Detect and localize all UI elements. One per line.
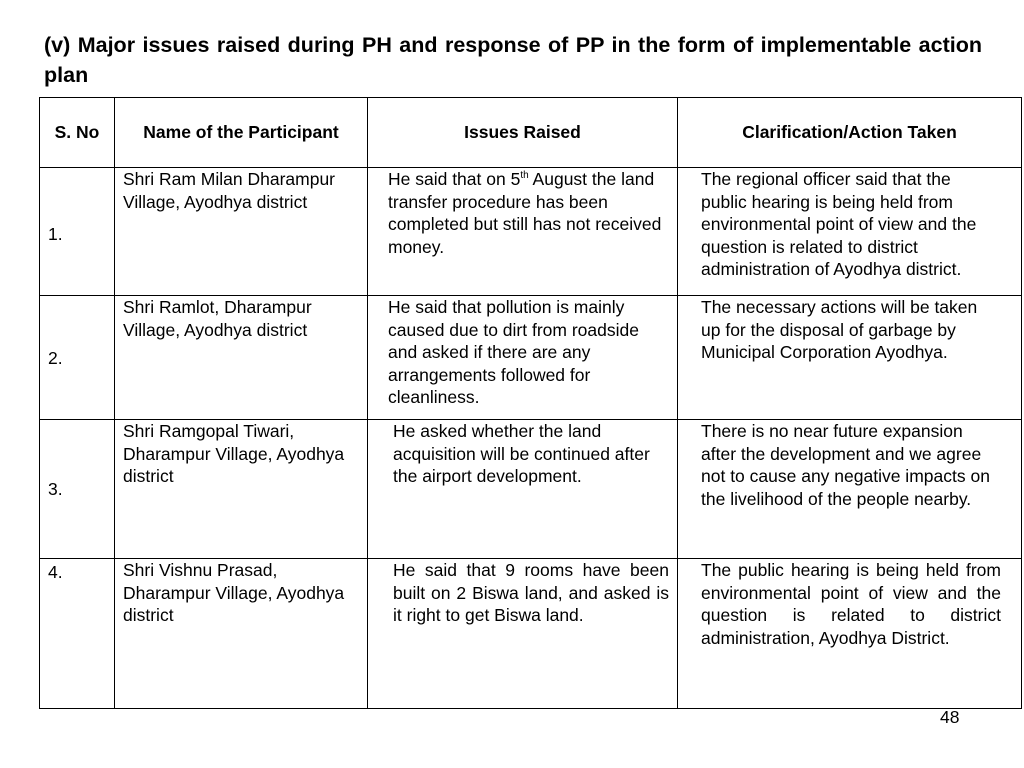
issue-text-start: He said that on 5 <box>388 169 521 189</box>
action-text: The regional officer said that the public hearing is being held from environmental point of view and the question is related to district administration of Ayodhya district. <box>701 169 977 279</box>
cell-action-taken <box>678 168 1022 296</box>
action-text: The necessary actions will be taken up for the disposal of garbage by Municipal Corporation Ayodhya. <box>701 297 978 362</box>
cell-issue-raised <box>368 168 678 296</box>
issue-text: He asked whether the land acquisition will be continued after the airport development. <box>393 421 650 486</box>
cell-action-taken <box>678 420 1022 559</box>
page-title: (v) Major issues raised during PH and response of PP in the form of implementable action plan <box>44 33 982 87</box>
participant-name: Shri Ramgopal Tiwari, Dharampur Village, Ayodhya district <box>123 421 345 486</box>
participant-name: Shri Vishnu Prasad, Dharampur Village, Ayodhya district <box>123 560 345 625</box>
action-text: The public hearing is being held from environmental point of view and the question is related to district administration, Ayodhya District. <box>701 560 1001 648</box>
header-sno: S. No <box>40 98 115 168</box>
sno-value: 1. <box>48 223 63 244</box>
table-row <box>40 420 1022 559</box>
cell-sno <box>40 420 115 559</box>
cell-participant-name <box>115 420 368 559</box>
cell-participant-name <box>115 559 368 709</box>
cell-issue-raised <box>368 559 678 709</box>
cell-action-taken <box>678 559 1022 709</box>
sno-value: 2. <box>48 347 63 368</box>
table-row <box>40 559 1022 709</box>
sno-value: 4. <box>48 562 63 582</box>
issues-table <box>39 97 1022 709</box>
cell-sno <box>40 168 115 296</box>
issue-text: He said that pollution is mainly caused due to dirt from roadside and asked if there are any arrangements followed for cleanliness. <box>388 297 639 407</box>
cell-sno <box>40 559 115 709</box>
page-number: 48 <box>940 707 960 727</box>
issue-text: He said that 9 rooms have been built on 2 Biswa land, and asked is it right to get Biswa land. <box>393 560 669 625</box>
cell-action-taken <box>678 296 1022 420</box>
table-header-row <box>40 98 1022 168</box>
sno-value: 3. <box>48 478 63 499</box>
issue-text <box>368 168 677 258</box>
header-clarification-action: Clarification/Action Taken <box>678 98 1022 168</box>
cell-issue-raised <box>368 420 678 559</box>
issue-text-rest: August the land transfer procedure has been completed but still has not received money. <box>388 169 662 257</box>
cell-sno <box>40 296 115 420</box>
table-row <box>40 168 1022 296</box>
header-participant-name: Name of the Participant <box>115 98 368 168</box>
cell-issue-raised <box>368 296 678 420</box>
header-issues-raised: Issues Raised <box>368 98 678 168</box>
cell-participant-name <box>115 168 368 296</box>
participant-name: Shri Ramlot, Dharampur Village, Ayodhya district <box>123 297 312 340</box>
action-text: There is no near future expansion after the development and we agree not to cause any negative impacts on the livelihood of the people nearby. <box>701 421 990 509</box>
participant-name: Shri Ram Milan Dharampur Village, Ayodhya district <box>123 169 336 212</box>
ordinal-suffix: th <box>520 170 529 181</box>
table-row <box>40 296 1022 420</box>
cell-participant-name <box>115 296 368 420</box>
